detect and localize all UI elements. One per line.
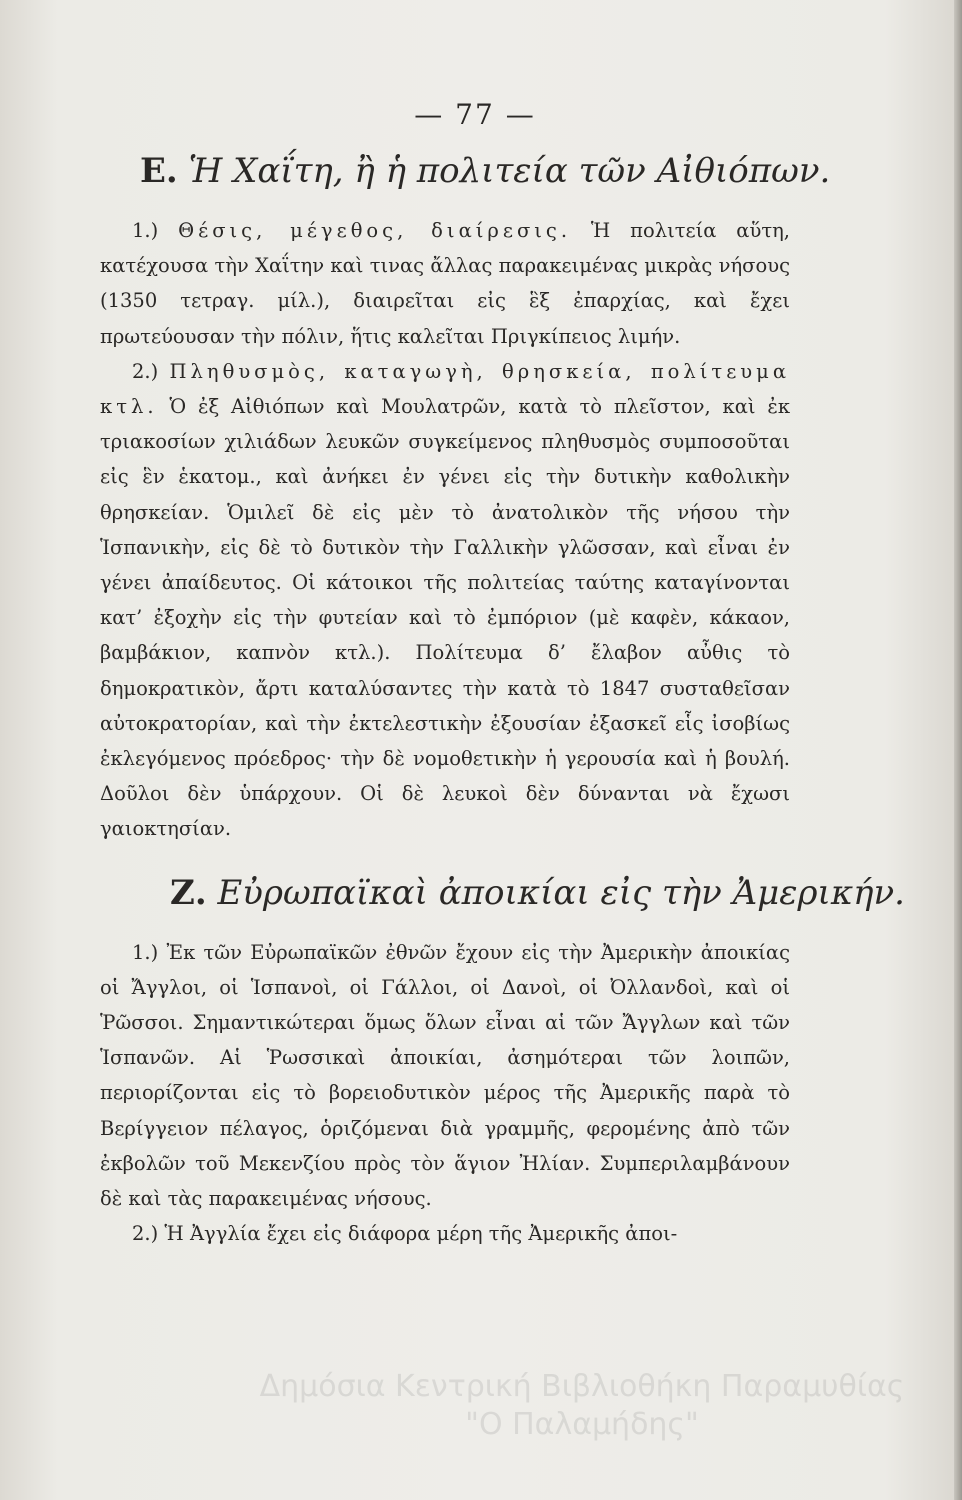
section-z-heading: Εὐρωπαϊκαὶ ἀποικίαι εἰς τὴν Ἀμερικήν. (217, 872, 905, 913)
paragraph-text: Ἐκ τῶν Εὐρωπαϊκῶν ἐθνῶν ἔχουν εἰς τὴν Ἀμερικὴν ἀποικίας οἱ Ἄγγλοι, οἱ Ἱσπανοὶ, οἱ Γάλλοι, οἱ Δανοὶ, οἱ Ὀλλανδοὶ, καὶ οἱ Ῥῶσσοι. Σημαντικώτεραι ὅμως ὅλων εἶναι αἱ τῶν Ἄγγλων καὶ τῶν Ἱσπανῶν. Αἱ Ῥωσσικαὶ ἀποικίαι, ἀσημότεραι τῶν λοιπῶν, περιορίζονται εἰς τὸ βορειοδυτικὸν μέρος τῆς Ἀμερικῆς παρὰ τὸ Βερίγγειον πέλαγος, ὁριζόμεναι διὰ γραμμῆς, φερομένης ἀπὸ τῶν ἐκβολῶν τοῦ Μεκενζίου πρὸς τὸν ἅγιον Ἠλίαν. Συμπεριλαμβάνουν δὲ καὶ τὰς παρακειμένας νήσους. (100, 940, 791, 1211)
section-z-letter: Ζ. (170, 872, 207, 913)
watermark-line-2: "Ο Παλαμήδης" (465, 1407, 699, 1442)
section-e-heading: Ἡ Χαΐτη, ἢ ἡ πολιτεία τῶν Αἰθιόπων. (188, 151, 831, 191)
section-e-paragraph-2 (100, 354, 790, 847)
section-e-paragraph-1 (100, 213, 790, 354)
paragraph-heading: Θέσις, μέγεθος, διαίρεσις. (178, 219, 572, 242)
paragraph-number: 2.) (132, 359, 159, 383)
section-z-paragraph-2 (100, 1216, 790, 1251)
library-watermark (232, 1368, 932, 1444)
paragraph-number: 2.) (132, 1222, 159, 1246)
paragraph-text: Ἡ Ἀγγλία ἔχει εἰς διάφορα μέρη τῆς Ἀμερικῆς ἀποι- (164, 1222, 678, 1246)
page-edge-shadow (954, 0, 962, 1500)
section-z-paragraph-1 (100, 935, 790, 1217)
text-block (100, 90, 905, 1251)
paragraph-text: Ἡ πολιτεία αὕτη, κατέχουσα τὴν Χαΐτην καὶ τινας ἄλλας παρακειμένας μικρὰς νήσους (1350 τετραγ. μίλ.), διαιρεῖται εἰς ἓξ ἐπαρχίας, καὶ ἔχει πρωτεύουσαν τὴν πόλιν, ἥτις καλεῖται Πριγκίπειος λιμήν. (100, 219, 790, 348)
watermark-line-1: Δημόσια Κεντρική Βιβλιοθήκη Παραμυθίας (259, 1369, 905, 1404)
section-z-title (170, 872, 905, 913)
paragraph-number: 1.) (132, 219, 159, 242)
page-number: — 77 — (414, 98, 536, 131)
section-e-letter: Ε. (140, 151, 178, 191)
paragraph-text: Ὁ ἐξ Αἰθιόπων καὶ Μουλατρῶν, κατὰ τὸ πλεῖστον, καὶ ἐκ τριακοσίων χιλιάδων λευκῶν συγκείμενος πληθυσμὸς συμποσοῦται εἰς ἓν ἑκατομ., καὶ ἀνήκει ἐν γένει εἰς τὴν δυτικὴν καθολικὴν θρησκείαν. Ὁμιλεῖ δὲ εἰς μὲν τὸ ἀνατολικὸν τῆς νήσου τὴν Ἱσπανικὴν, εἰς δὲ τὸ δυτικὸν τὴν Γαλλικὴν γλῶσσαν, καὶ εἶναι ἐν γένει ἀπαίδευτος. Οἱ κάτοικοι τῆς πολιτείας ταύτης καταγίνονται κατ’ ἐξοχὴν εἰς τὴν φυτείαν καὶ τὸ ἐμπόριον (μὲ καφὲν, κάκαον, βαμβάκιον, καπνὸν κτλ.). Πολίτευμα δ’ ἔλαβον αὖθις τὸ δημοκρατικὸν, ἄρτι καταλύσαντες τὴν κατὰ τὸ 1847 συσταθεῖσαν αὐτοκρατορίαν, καὶ τὴν ἐκτελεστικὴν ἐξουσίαν ἐξασκεῖ εἷς ἰσοβίως ἐκλεγόμενος πρόεδρος· τὴν δὲ νομοθετικὴν ἡ γερουσία καὶ ἡ βουλή. Δοῦλοι δὲν ὑπάρχουν. Οἱ δὲ λευκοὶ δὲν δύνανται νὰ ἔχωσι γαιοκτησίαν. (100, 395, 791, 841)
section-e-title (140, 151, 831, 191)
paragraph-heading: Πληθυσμὸς, καταγωγὴ, θρησκεία, πολίτευμα κτλ. (100, 359, 790, 419)
paragraph-number: 1.) (132, 940, 159, 964)
